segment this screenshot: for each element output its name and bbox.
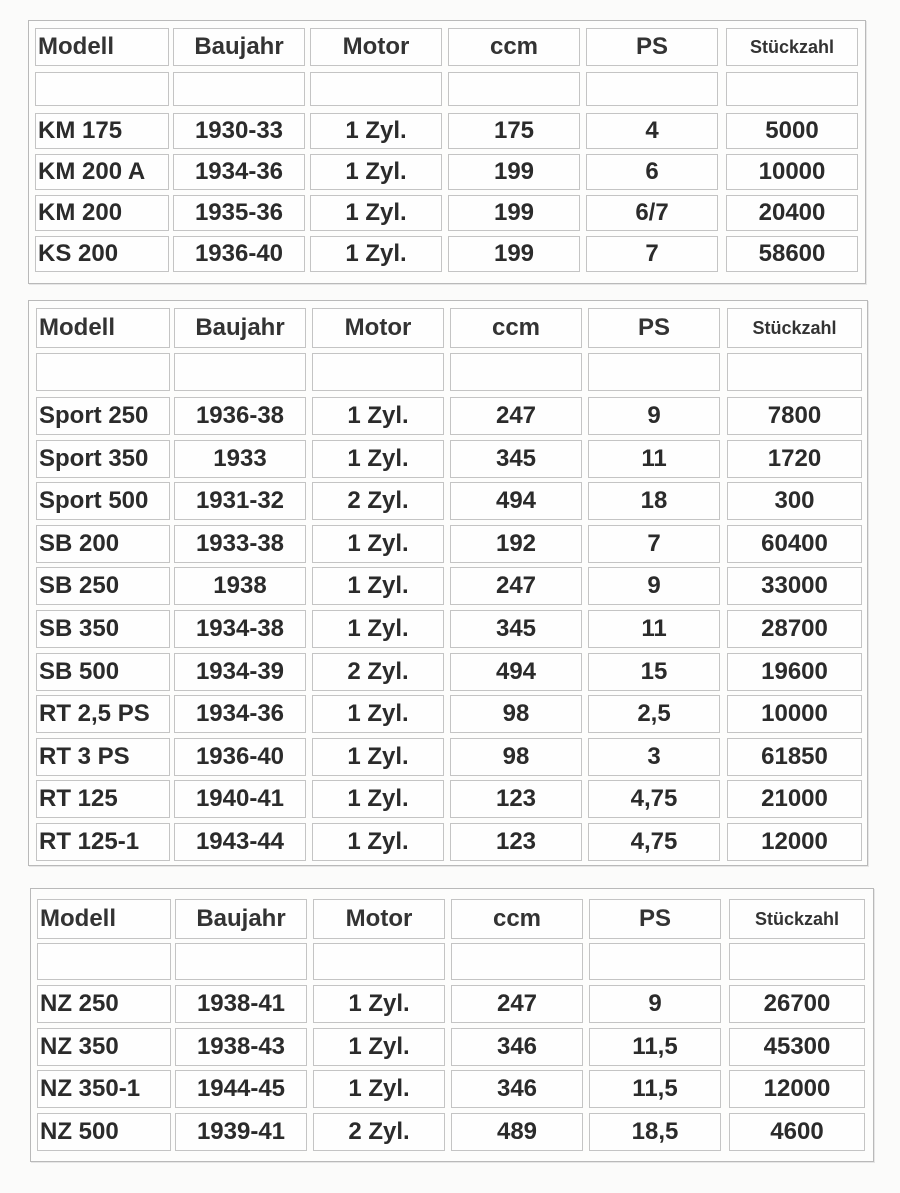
empty-cell <box>448 72 580 106</box>
data-table-1 <box>28 20 866 284</box>
empty-cell <box>586 72 718 106</box>
cell-motor: 1 Zyl. <box>310 154 442 190</box>
header-ps: PS <box>588 308 720 348</box>
cell-ccm: 494 <box>450 653 582 691</box>
cell-baujahr: 1933 <box>174 440 306 478</box>
cell-modell: RT 2,5 PS <box>36 695 170 733</box>
empty-cell <box>35 72 169 106</box>
cell-ps: 11 <box>588 440 720 478</box>
cell-baujahr: 1944-45 <box>175 1070 307 1108</box>
cell-baujahr: 1934-39 <box>174 653 306 691</box>
cell-ps: 4,75 <box>588 823 720 861</box>
cell-ccm: 345 <box>450 610 582 648</box>
cell-ps: 11 <box>588 610 720 648</box>
cell-stueckzahl: 20400 <box>726 195 858 231</box>
empty-cell <box>310 72 442 106</box>
cell-stueckzahl: 12000 <box>729 1070 865 1108</box>
cell-modell: Sport 350 <box>36 440 170 478</box>
cell-ccm: 192 <box>450 525 582 563</box>
cell-motor: 1 Zyl. <box>310 195 442 231</box>
cell-baujahr: 1934-38 <box>174 610 306 648</box>
cell-modell: RT 125-1 <box>36 823 170 861</box>
cell-modell: NZ 500 <box>37 1113 171 1151</box>
empty-cell <box>451 943 583 980</box>
empty-cell <box>174 353 306 391</box>
cell-motor: 1 Zyl. <box>313 985 445 1023</box>
empty-cell <box>588 353 720 391</box>
cell-motor: 1 Zyl. <box>310 236 442 272</box>
cell-stueckzahl: 21000 <box>727 780 862 818</box>
cell-baujahr: 1936-40 <box>174 738 306 776</box>
empty-cell <box>175 943 307 980</box>
cell-ps: 3 <box>588 738 720 776</box>
cell-motor: 1 Zyl. <box>312 397 444 435</box>
cell-motor: 1 Zyl. <box>313 1028 445 1066</box>
cell-baujahr: 1938 <box>174 567 306 605</box>
empty-cell <box>37 943 171 980</box>
cell-ps: 11,5 <box>589 1028 721 1066</box>
cell-stueckzahl: 7800 <box>727 397 862 435</box>
cell-baujahr: 1931-32 <box>174 482 306 520</box>
cell-baujahr: 1938-41 <box>175 985 307 1023</box>
cell-baujahr: 1930-33 <box>173 113 305 149</box>
cell-ccm: 494 <box>450 482 582 520</box>
header-modell: Modell <box>35 28 169 66</box>
cell-modell: NZ 350 <box>37 1028 171 1066</box>
cell-motor: 1 Zyl. <box>312 780 444 818</box>
cell-motor: 1 Zyl. <box>312 610 444 648</box>
header-stueckzahl: Stückzahl <box>726 28 858 66</box>
cell-ccm: 345 <box>450 440 582 478</box>
cell-baujahr: 1933-38 <box>174 525 306 563</box>
cell-motor: 2 Zyl. <box>312 653 444 691</box>
cell-ccm: 247 <box>450 397 582 435</box>
cell-motor: 1 Zyl. <box>310 113 442 149</box>
cell-modell: SB 200 <box>36 525 170 563</box>
cell-stueckzahl: 19600 <box>727 653 862 691</box>
cell-stueckzahl: 1720 <box>727 440 862 478</box>
cell-modell: KM 175 <box>35 113 169 149</box>
cell-motor: 1 Zyl. <box>313 1070 445 1108</box>
cell-modell: SB 500 <box>36 653 170 691</box>
header-stueckzahl: Stückzahl <box>729 899 865 939</box>
cell-stueckzahl: 4600 <box>729 1113 865 1151</box>
cell-motor: 1 Zyl. <box>312 695 444 733</box>
cell-ps: 18 <box>588 482 720 520</box>
cell-stueckzahl: 61850 <box>727 738 862 776</box>
cell-stueckzahl: 26700 <box>729 985 865 1023</box>
empty-cell <box>727 353 862 391</box>
empty-cell <box>173 72 305 106</box>
cell-baujahr: 1935-36 <box>173 195 305 231</box>
cell-modell: RT 3 PS <box>36 738 170 776</box>
cell-ccm: 199 <box>448 195 580 231</box>
cell-ccm: 175 <box>448 113 580 149</box>
cell-motor: 2 Zyl. <box>313 1113 445 1151</box>
data-table-3 <box>30 888 874 1162</box>
cell-ps: 7 <box>586 236 718 272</box>
cell-stueckzahl: 60400 <box>727 525 862 563</box>
cell-modell: SB 250 <box>36 567 170 605</box>
cell-modell: KM 200 <box>35 195 169 231</box>
header-ccm: ccm <box>451 899 583 939</box>
cell-ccm: 247 <box>450 567 582 605</box>
cell-motor: 1 Zyl. <box>312 525 444 563</box>
cell-modell: SB 350 <box>36 610 170 648</box>
cell-motor: 2 Zyl. <box>312 482 444 520</box>
cell-motor: 1 Zyl. <box>312 567 444 605</box>
cell-modell: KM 200 A <box>35 154 169 190</box>
header-motor: Motor <box>312 308 444 348</box>
header-motor: Motor <box>310 28 442 66</box>
cell-ccm: 123 <box>450 823 582 861</box>
empty-cell <box>726 72 858 106</box>
cell-baujahr: 1938-43 <box>175 1028 307 1066</box>
cell-ps: 7 <box>588 525 720 563</box>
cell-ccm: 346 <box>451 1070 583 1108</box>
empty-cell <box>589 943 721 980</box>
header-baujahr: Baujahr <box>174 308 306 348</box>
cell-baujahr: 1939-41 <box>175 1113 307 1151</box>
cell-ccm: 489 <box>451 1113 583 1151</box>
cell-stueckzahl: 300 <box>727 482 862 520</box>
cell-ccm: 199 <box>448 154 580 190</box>
cell-stueckzahl: 28700 <box>727 610 862 648</box>
cell-ps: 9 <box>588 397 720 435</box>
cell-motor: 1 Zyl. <box>312 823 444 861</box>
cell-baujahr: 1940-41 <box>174 780 306 818</box>
cell-ps: 11,5 <box>589 1070 721 1108</box>
header-baujahr: Baujahr <box>175 899 307 939</box>
cell-ps: 6 <box>586 154 718 190</box>
cell-ps: 18,5 <box>589 1113 721 1151</box>
header-ps: PS <box>589 899 721 939</box>
cell-ps: 4,75 <box>588 780 720 818</box>
cell-modell: RT 125 <box>36 780 170 818</box>
cell-stueckzahl: 45300 <box>729 1028 865 1066</box>
cell-motor: 1 Zyl. <box>312 738 444 776</box>
cell-stueckzahl: 10000 <box>727 695 862 733</box>
cell-ps: 2,5 <box>588 695 720 733</box>
cell-stueckzahl: 58600 <box>726 236 858 272</box>
cell-baujahr: 1936-40 <box>173 236 305 272</box>
cell-ccm: 199 <box>448 236 580 272</box>
header-ccm: ccm <box>450 308 582 348</box>
cell-ps: 15 <box>588 653 720 691</box>
header-ps: PS <box>586 28 718 66</box>
cell-stueckzahl: 12000 <box>727 823 862 861</box>
cell-ccm: 123 <box>450 780 582 818</box>
data-table-2 <box>28 300 868 866</box>
cell-ps: 6/7 <box>586 195 718 231</box>
cell-ccm: 98 <box>450 738 582 776</box>
header-modell: Modell <box>36 308 170 348</box>
cell-baujahr: 1934-36 <box>173 154 305 190</box>
header-baujahr: Baujahr <box>173 28 305 66</box>
cell-ccm: 98 <box>450 695 582 733</box>
cell-baujahr: 1936-38 <box>174 397 306 435</box>
cell-stueckzahl: 5000 <box>726 113 858 149</box>
header-stueckzahl: Stückzahl <box>727 308 862 348</box>
cell-modell: Sport 250 <box>36 397 170 435</box>
cell-modell: Sport 500 <box>36 482 170 520</box>
cell-ps: 9 <box>589 985 721 1023</box>
cell-modell: KS 200 <box>35 236 169 272</box>
empty-cell <box>729 943 865 980</box>
header-ccm: ccm <box>448 28 580 66</box>
empty-cell <box>450 353 582 391</box>
cell-ps: 9 <box>588 567 720 605</box>
cell-ps: 4 <box>586 113 718 149</box>
empty-cell <box>313 943 445 980</box>
cell-baujahr: 1934-36 <box>174 695 306 733</box>
empty-cell <box>312 353 444 391</box>
cell-modell: NZ 350-1 <box>37 1070 171 1108</box>
cell-motor: 1 Zyl. <box>312 440 444 478</box>
header-modell: Modell <box>37 899 171 939</box>
cell-baujahr: 1943-44 <box>174 823 306 861</box>
cell-ccm: 247 <box>451 985 583 1023</box>
cell-stueckzahl: 33000 <box>727 567 862 605</box>
empty-cell <box>36 353 170 391</box>
header-motor: Motor <box>313 899 445 939</box>
cell-modell: NZ 250 <box>37 985 171 1023</box>
cell-stueckzahl: 10000 <box>726 154 858 190</box>
cell-ccm: 346 <box>451 1028 583 1066</box>
